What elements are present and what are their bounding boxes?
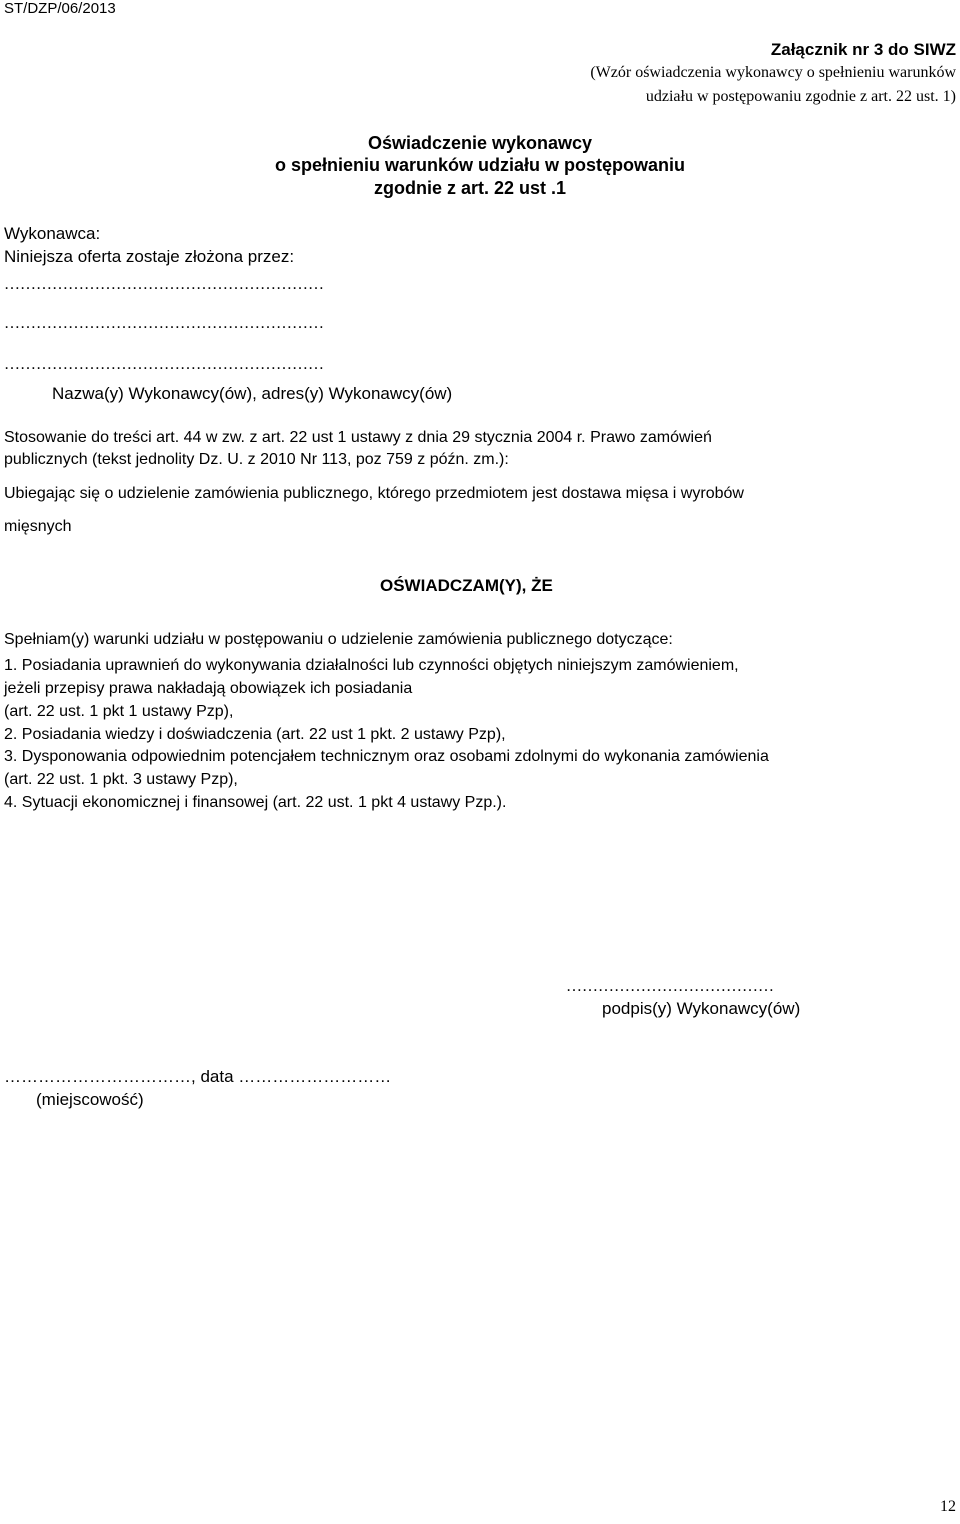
contractor-label: Wykonawca: (4, 224, 101, 243)
place-date-field: ……………………………, data ……………………… (4, 1067, 392, 1086)
contractor-name-field-line-3: …………………………………………………… (4, 356, 324, 373)
place-label: (miejscowość) (36, 1090, 144, 1109)
declaration-heading: OŚWIADCZAM(Y), ŻE (380, 576, 553, 595)
signature-label: podpis(y) Wykonawcy(ów) (602, 999, 801, 1018)
conditions-intro: Spełniam(y) warunki udziału w postępowaniu o udzielenie zamówienia publicznego dotyczące: (4, 631, 673, 648)
condition-line: 1. Posiadania uprawnień do wykonywania działalności lub czynności objętych niniejszym zamówieniem, (4, 657, 739, 674)
offer-submitted-by-label: Niniejsza oferta zostaje złożona przez: (4, 247, 295, 266)
procurement-subject-line-2: mięsnych (4, 518, 72, 535)
condition-line: 3. Dysponowania odpowiednim potencjałem technicznym oraz osobami zdolnymi do wykonania zamówienia (4, 748, 769, 765)
condition-line: (art. 22 ust. 1 pkt 1 ustawy Pzp), (4, 703, 234, 720)
legal-basis-line-1: Stosowanie do treści art. 44 w zw. z art. 22 ust 1 ustawy z dnia 29 stycznia 2004 r. Prawo zamówień (4, 429, 712, 446)
title-line-2: o spełnieniu warunków udziału w postępowaniu (274, 155, 686, 175)
title-line-3: zgodnie z art. 22 ust .1 (374, 178, 567, 198)
contractor-name-field-line-1: …………………………………………………… (4, 276, 324, 293)
contractor-name-field-line-2: …………………………………………………… (4, 315, 324, 332)
attachment-subtitle-line-2: udziału w postępowaniu zgodnie z art. 22 ust. 1) (645, 88, 956, 105)
title-line-1: Oświadczenie wykonawcy (367, 133, 593, 153)
page-number: 12 (940, 1498, 956, 1515)
legal-basis-line-2: publicznych (tekst jednolity Dz. U. z 2010 Nr 113, poz 759 z późn. zm.): (4, 451, 509, 468)
contractor-name-caption: Nazwa(y) Wykonawcy(ów), adres(y) Wykonawcy(ów) (52, 384, 453, 403)
document-code: ST/DZP/06/2013 (4, 0, 116, 17)
signature-field: ………………………………… (566, 978, 774, 995)
condition-line: 2. Posiadania wiedzy i doświadczenia (art. 22 ust 1 pkt. 2 ustawy Pzp), (4, 726, 506, 743)
attachment-title: Załącznik nr 3 do SIWZ (770, 40, 956, 59)
procurement-subject-line-1: Ubiegając się o udzielenie zamówienia publicznego, którego przedmiotem jest dostawa mięsa i wyrobów (4, 485, 744, 502)
attachment-subtitle-line-1: (Wzór oświadczenia wykonawcy o spełnieniu warunków (590, 64, 956, 81)
condition-line: (art. 22 ust. 1 pkt. 3 ustawy Pzp), (4, 771, 238, 788)
condition-line: jeżeli przepisy prawa nakładają obowiązek ich posiadania (4, 680, 413, 697)
condition-line: 4. Sytuacji ekonomicznej i finansowej (art. 22 ust. 1 pkt 4 ustawy Pzp.). (4, 794, 507, 811)
